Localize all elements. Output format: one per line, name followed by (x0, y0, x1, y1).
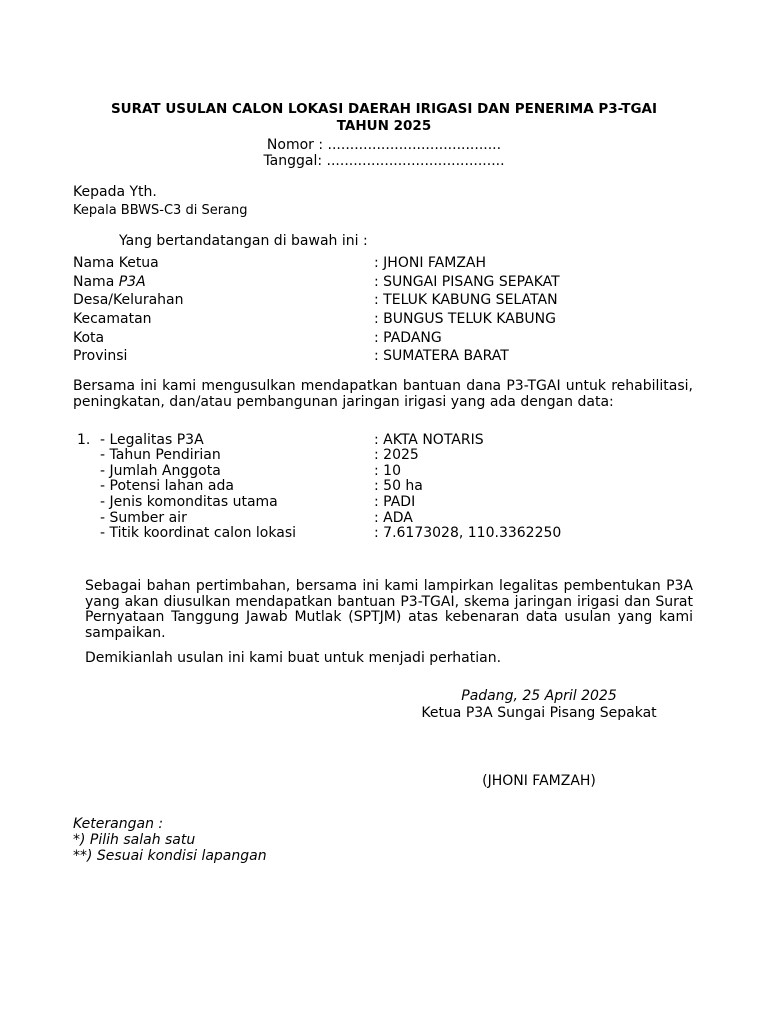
identity-label: Kecamatan (73, 311, 152, 327)
place-date: Padang, 25 April 2025 (461, 688, 617, 704)
list-number: 1. (77, 432, 91, 448)
detail-label: - Tahun Pendirian (100, 447, 221, 463)
note-item: *) Pilih salah satu (73, 832, 196, 848)
recipient: Kepala BBWS-C3 di Serang (73, 203, 248, 218)
detail-value: : PADI (374, 494, 416, 510)
signer-name: (JHONI FAMZAH) (482, 773, 596, 789)
detail-label: - Jenis komonditas utama (100, 494, 278, 510)
detail-value: : 50 ha (374, 478, 423, 494)
letter-date-field: Tanggal: ........................................ (263, 153, 505, 169)
detail-value: : ADA (374, 510, 413, 526)
letter-title-year: TAHUN 2025 (336, 118, 432, 134)
identity-value: : JHONI FAMZAH (374, 255, 487, 271)
letter-number: Nomor : ....................................... (266, 137, 502, 153)
identity-label (73, 274, 146, 290)
notes-heading: Keterangan : (73, 816, 164, 832)
detail-label: - Sumber air (100, 510, 187, 526)
detail-label: - Titik koordinat calon lokasi (100, 525, 296, 541)
salutation: Kepada Yth. (73, 184, 157, 200)
attachment-paragraph: Sebagai bahan pertimbahan, bersama ini kami lampirkan legalitas pembentukan P3A yang akan diusulkan mendapatkan bantuan P3-TGAI, skema jaringan irigasi dan Surat Pernyataan Tanggung Jawab Mutlak (SPTJM) atas kebenaran data usulan yang kami sampaikan. (85, 578, 693, 641)
detail-value: : 7.6173028, 110.3362250 (374, 525, 562, 541)
signer-title: Ketua P3A Sungai Pisang Sepakat (421, 705, 657, 721)
identity-value: : SUNGAI PISANG SEPAKAT (374, 274, 560, 290)
intro-text: Yang bertandatangan di bawah ini : (119, 233, 368, 249)
letter-title: SURAT USULAN CALON LOKASI DAERAH IRIGASI DAN PENERIMA P3-TGAI (110, 101, 658, 117)
proposal-paragraph: Bersama ini kami mengusulkan mendapatkan bantuan dana P3-TGAI untuk rehabilitasi, peningkatan, dan/atau pembangunan jaringan irigasi yang ada dengan data: (73, 378, 693, 410)
identity-label: Desa/Kelurahan (73, 292, 184, 308)
identity-label: Provinsi (73, 348, 128, 364)
note-item: **) Sesuai kondisi lapangan (73, 848, 267, 864)
identity-value: : PADANG (374, 330, 442, 346)
identity-label-italic: P3A (118, 274, 146, 290)
detail-value: : 2025 (374, 447, 419, 463)
identity-label: Nama Ketua (73, 255, 159, 271)
identity-value: : TELUK KABUNG SELATAN (374, 292, 558, 308)
identity-value: : BUNGUS TELUK KABUNG (374, 311, 556, 327)
identity-label-prefix: Nama (73, 274, 119, 290)
identity-value: : SUMATERA BARAT (374, 348, 509, 364)
detail-value: : AKTA NOTARIS (374, 432, 484, 448)
closing-text: Demikianlah usulan ini kami buat untuk menjadi perhatian. (85, 650, 502, 666)
identity-label: Kota (73, 330, 105, 346)
detail-value: : 10 (374, 463, 401, 479)
detail-label: - Potensi lahan ada (100, 478, 234, 494)
detail-label: - Jumlah Anggota (100, 463, 221, 479)
detail-label: - Legalitas P3A (100, 432, 204, 448)
